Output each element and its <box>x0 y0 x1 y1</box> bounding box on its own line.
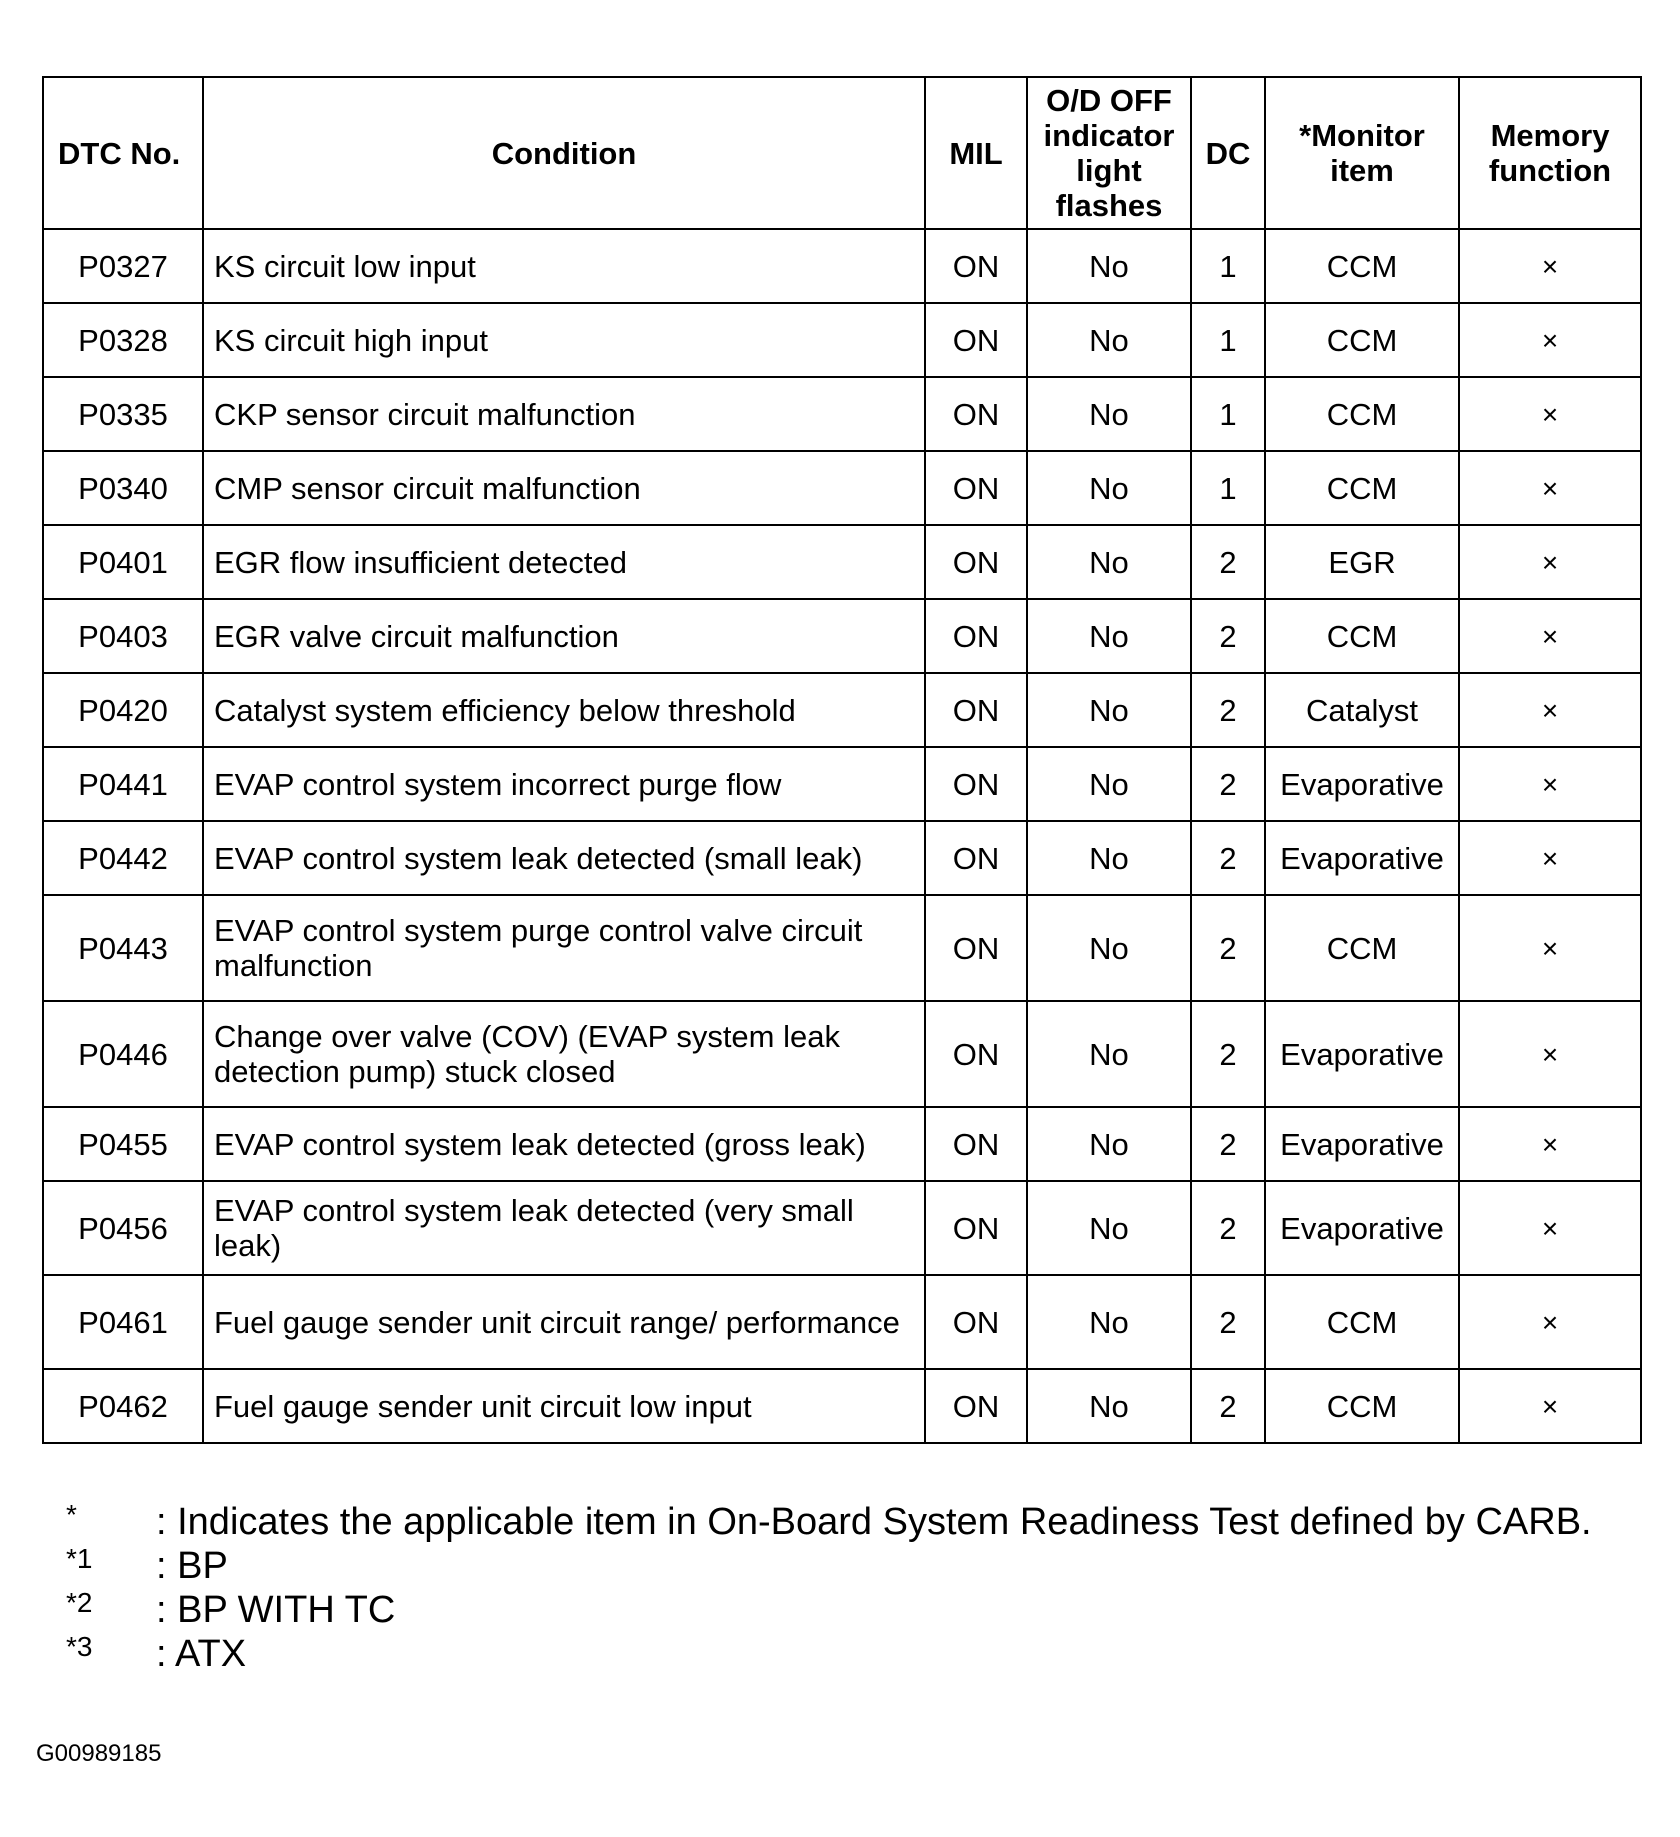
cell-dtc: P0403 <box>43 599 203 673</box>
cell-condition: CMP sensor circuit malfunction <box>203 451 925 525</box>
cell-mil: ON <box>925 1275 1027 1369</box>
cell-dc: 1 <box>1191 451 1265 525</box>
cell-memory-function: × <box>1459 1275 1641 1369</box>
cell-mil: ON <box>925 1369 1027 1443</box>
cell-condition: Fuel gauge sender unit circuit range/ performance <box>203 1275 925 1369</box>
cell-monitor-item: Catalyst <box>1265 673 1459 747</box>
cell-dc: 2 <box>1191 1275 1265 1369</box>
cell-mil: ON <box>925 673 1027 747</box>
header-od-off: O/D OFF indicator light flashes <box>1027 77 1191 229</box>
cell-dc: 2 <box>1191 747 1265 821</box>
table-row <box>43 303 1641 377</box>
cell-condition: Change over valve (COV) (EVAP system leak detection pump) stuck closed <box>203 1001 925 1107</box>
cell-od-off: No <box>1027 1001 1191 1107</box>
cell-mil: ON <box>925 525 1027 599</box>
cell-dc: 2 <box>1191 1181 1265 1275</box>
cell-dc: 1 <box>1191 303 1265 377</box>
cell-monitor-item: EGR <box>1265 525 1459 599</box>
footnote-key: *3 <box>66 1631 93 1662</box>
cell-monitor-item: CCM <box>1265 229 1459 303</box>
cell-condition: EVAP control system leak detected (gross leak) <box>203 1107 925 1181</box>
cell-monitor-item: Evaporative <box>1265 1107 1459 1181</box>
cell-od-off: No <box>1027 599 1191 673</box>
cell-condition: EVAP control system leak detected (very small leak) <box>203 1181 925 1275</box>
cell-od-off: No <box>1027 1107 1191 1181</box>
cell-dtc: P0401 <box>43 525 203 599</box>
cell-dc: 2 <box>1191 895 1265 1001</box>
header-dc: DC <box>1191 77 1265 229</box>
footnote <box>66 1544 1626 1588</box>
figure-code: G00989185 <box>36 1740 162 1767</box>
cell-dc: 2 <box>1191 1001 1265 1107</box>
cell-memory-function: × <box>1459 895 1641 1001</box>
cell-monitor-item: CCM <box>1265 1275 1459 1369</box>
cell-mil: ON <box>925 1001 1027 1107</box>
cell-dtc: P0461 <box>43 1275 203 1369</box>
footnote-key: * <box>66 1499 77 1530</box>
table-row <box>43 451 1641 525</box>
cell-mil: ON <box>925 303 1027 377</box>
cell-mil: ON <box>925 1107 1027 1181</box>
cell-mil: ON <box>925 747 1027 821</box>
table-row <box>43 821 1641 895</box>
cell-monitor-item: CCM <box>1265 599 1459 673</box>
table-row <box>43 525 1641 599</box>
cell-dtc: P0328 <box>43 303 203 377</box>
cell-od-off: No <box>1027 1369 1191 1443</box>
cell-condition: EGR valve circuit malfunction <box>203 599 925 673</box>
cell-dtc: P0442 <box>43 821 203 895</box>
footnote-text: : BP <box>156 1545 228 1587</box>
footnote-key: *1 <box>66 1543 93 1574</box>
cell-monitor-item: Evaporative <box>1265 821 1459 895</box>
table-row <box>43 673 1641 747</box>
cell-od-off: No <box>1027 895 1191 1001</box>
cell-dtc: P0455 <box>43 1107 203 1181</box>
cell-memory-function: × <box>1459 525 1641 599</box>
cell-od-off: No <box>1027 525 1191 599</box>
header-memory-function: Memory function <box>1459 77 1641 229</box>
table-row <box>43 1107 1641 1181</box>
table-row <box>43 1001 1641 1107</box>
cell-memory-function: × <box>1459 229 1641 303</box>
cell-dtc: P0335 <box>43 377 203 451</box>
cell-dc: 2 <box>1191 599 1265 673</box>
cell-mil: ON <box>925 599 1027 673</box>
cell-memory-function: × <box>1459 1369 1641 1443</box>
cell-dtc: P0420 <box>43 673 203 747</box>
cell-memory-function: × <box>1459 1181 1641 1275</box>
cell-od-off: No <box>1027 673 1191 747</box>
table-row <box>43 895 1641 1001</box>
cell-dc: 2 <box>1191 1107 1265 1181</box>
cell-dtc: P0456 <box>43 1181 203 1275</box>
cell-monitor-item: CCM <box>1265 451 1459 525</box>
cell-dc: 2 <box>1191 525 1265 599</box>
cell-dtc: P0443 <box>43 895 203 1001</box>
cell-monitor-item: Evaporative <box>1265 1181 1459 1275</box>
cell-dtc: P0446 <box>43 1001 203 1107</box>
cell-od-off: No <box>1027 451 1191 525</box>
cell-dc: 1 <box>1191 377 1265 451</box>
cell-dc: 2 <box>1191 673 1265 747</box>
cell-memory-function: × <box>1459 599 1641 673</box>
footnote <box>66 1500 1626 1544</box>
table-row <box>43 1275 1641 1369</box>
footnote <box>66 1632 1626 1676</box>
table-row <box>43 747 1641 821</box>
footnote-key: *2 <box>66 1587 93 1618</box>
cell-monitor-item: CCM <box>1265 377 1459 451</box>
cell-mil: ON <box>925 1181 1027 1275</box>
cell-od-off: No <box>1027 1181 1191 1275</box>
footnote-text: : BP WITH TC <box>156 1589 396 1631</box>
cell-condition: KS circuit low input <box>203 229 925 303</box>
cell-memory-function: × <box>1459 673 1641 747</box>
cell-condition: EVAP control system incorrect purge flow <box>203 747 925 821</box>
table-row <box>43 377 1641 451</box>
header-monitor-item: *Monitor item <box>1265 77 1459 229</box>
cell-monitor-item: Evaporative <box>1265 1001 1459 1107</box>
cell-dtc: P0462 <box>43 1369 203 1443</box>
table-row <box>43 229 1641 303</box>
cell-dtc: P0327 <box>43 229 203 303</box>
footnote-text: : Indicates the applicable item in On-Board System Readiness Test defined by CARB. <box>156 1501 1592 1543</box>
cell-condition: Catalyst system efficiency below threshold <box>203 673 925 747</box>
cell-mil: ON <box>925 229 1027 303</box>
table-body <box>43 229 1641 1443</box>
cell-dtc: P0441 <box>43 747 203 821</box>
cell-memory-function: × <box>1459 747 1641 821</box>
cell-mil: ON <box>925 377 1027 451</box>
footnotes <box>66 1500 1626 1676</box>
cell-od-off: No <box>1027 821 1191 895</box>
cell-monitor-item: CCM <box>1265 1369 1459 1443</box>
cell-condition: Fuel gauge sender unit circuit low input <box>203 1369 925 1443</box>
cell-memory-function: × <box>1459 451 1641 525</box>
cell-mil: ON <box>925 451 1027 525</box>
dtc-table <box>42 76 1642 1444</box>
cell-mil: ON <box>925 895 1027 1001</box>
cell-memory-function: × <box>1459 303 1641 377</box>
cell-dtc: P0340 <box>43 451 203 525</box>
table-row <box>43 1369 1641 1443</box>
cell-monitor-item: CCM <box>1265 303 1459 377</box>
cell-monitor-item: CCM <box>1265 895 1459 1001</box>
footnote <box>66 1588 1626 1632</box>
cell-memory-function: × <box>1459 1107 1641 1181</box>
footnote-text: : ATX <box>156 1633 247 1675</box>
header-mil: MIL <box>925 77 1027 229</box>
table-row <box>43 1181 1641 1275</box>
table-row <box>43 599 1641 673</box>
cell-dc: 1 <box>1191 229 1265 303</box>
cell-mil: ON <box>925 821 1027 895</box>
cell-od-off: No <box>1027 747 1191 821</box>
cell-condition: EVAP control system purge control valve circuit malfunction <box>203 895 925 1001</box>
table-header-row <box>43 77 1641 229</box>
header-dtc-no: DTC No. <box>43 77 203 229</box>
cell-od-off: No <box>1027 1275 1191 1369</box>
cell-od-off: No <box>1027 303 1191 377</box>
header-condition: Condition <box>203 77 925 229</box>
cell-condition: KS circuit high input <box>203 303 925 377</box>
cell-monitor-item: Evaporative <box>1265 747 1459 821</box>
cell-dc: 2 <box>1191 1369 1265 1443</box>
cell-memory-function: × <box>1459 821 1641 895</box>
cell-condition: EVAP control system leak detected (small leak) <box>203 821 925 895</box>
cell-dc: 2 <box>1191 821 1265 895</box>
cell-condition: EGR flow insufficient detected <box>203 525 925 599</box>
cell-od-off: No <box>1027 229 1191 303</box>
cell-memory-function: × <box>1459 377 1641 451</box>
cell-od-off: No <box>1027 377 1191 451</box>
cell-condition: CKP sensor circuit malfunction <box>203 377 925 451</box>
cell-memory-function: × <box>1459 1001 1641 1107</box>
